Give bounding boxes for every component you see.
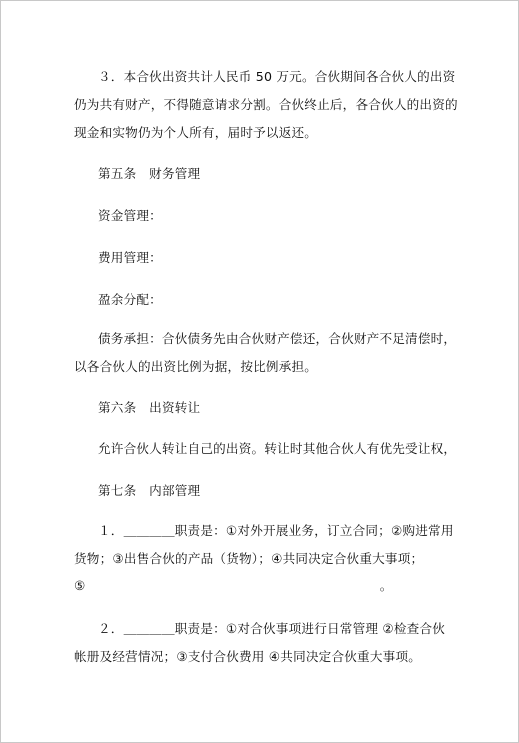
debt-liability-line-2: 以各合伙人的出资比例为据，按比例承担。 [74,359,318,374]
article-6-heading: 第六条 出资转让 [98,400,201,415]
duty-1-line-3: ⑤ 。 [74,578,393,593]
expense-management: 费用管理： [98,250,162,265]
article-4-item-3-line-2: 仍为共有财产，不得随意请求分割。合伙终止后，各合伙人的出资的 [74,97,458,112]
duty-1-line-2: 货物；③出售合伙的产品（货物）；④共同决定合伙重大事项； [74,551,424,566]
duty-1-line-1: １．＿＿＿＿职责是：①对外开展业务，订立合同；②购进常用 [98,523,454,538]
transfer-clause: 允许合伙人转让自己的出资。转让时其他合伙人有优先受让权， [98,441,457,456]
debt-liability-line-1: 债务承担：合伙债务先由合伙财产偿还，合伙财产不足清偿时， [98,331,457,346]
surplus-distribution: 盈余分配： [98,292,162,307]
fund-management: 资金管理： [98,208,162,223]
article-4-item-3-line-3: 现金和实物仍为个人所有，届时予以返还。 [74,125,318,140]
duty-2-line-1: ２．＿＿＿＿职责是：①对合伙事项进行日常管理 ②检查合伙 [98,621,446,636]
duty-2-line-2: 帐册及经营情况；③支付合伙费用 ④共同决定合伙重大事项。 [74,649,422,664]
article-4-item-3-line-1: ３．本合伙出资共计人民币 50 万元。合伙期间各合伙人的出资 [98,69,456,84]
article-7-heading: 第七条 内部管理 [98,483,201,498]
article-5-heading: 第五条 财务管理 [98,166,201,181]
